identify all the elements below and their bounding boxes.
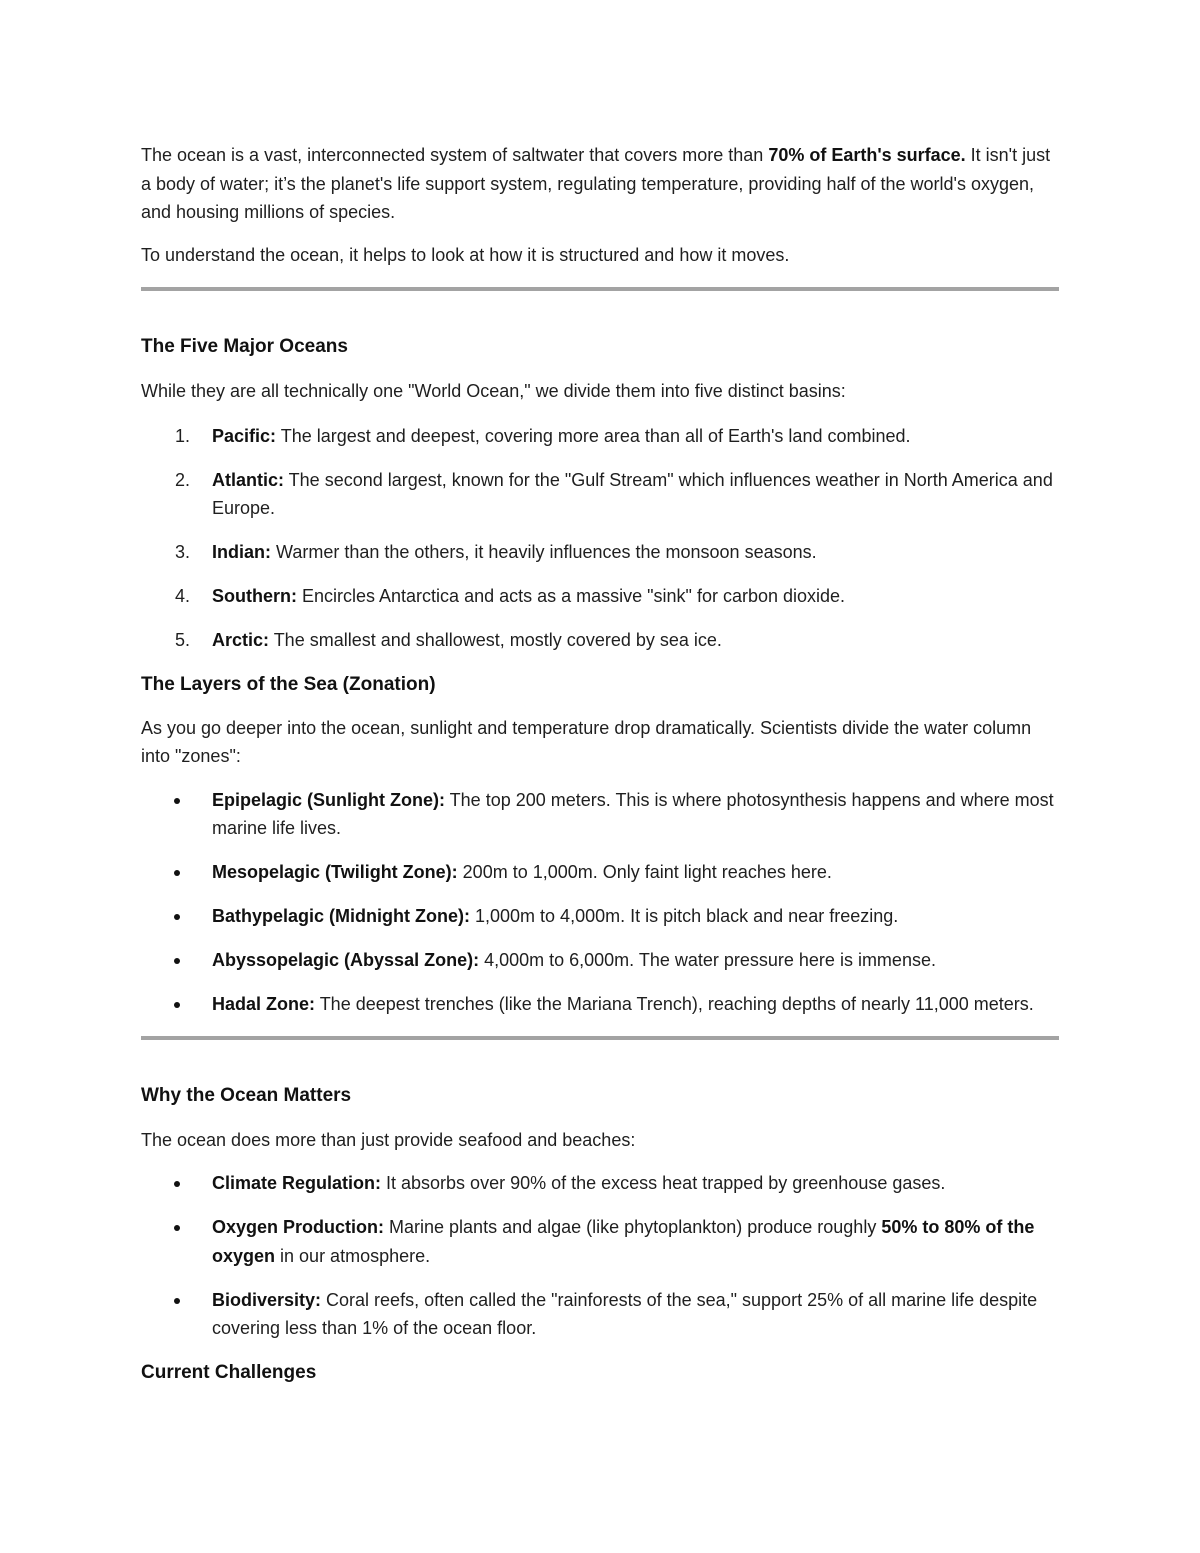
item-term: Atlantic: bbox=[212, 469, 284, 490]
layers-list bbox=[141, 786, 1059, 1019]
item-term: Hadal Zone: bbox=[212, 994, 316, 1014]
list-item bbox=[141, 858, 1059, 887]
oceans-list bbox=[141, 422, 1059, 655]
list-item bbox=[141, 1169, 1059, 1198]
intro-bold-stat: 70% of Earth's surface. bbox=[768, 145, 966, 165]
bullet-icon bbox=[174, 798, 180, 804]
intro-paragraph bbox=[141, 141, 1059, 227]
item-text: Coral reefs, often called the "rainforests of the sea," support 25% of all marine life despite covering less than 1% of the ocean floor. bbox=[212, 1289, 1038, 1338]
item-text: 1,000m to 4,000m. It is pitch black and near freezing. bbox=[470, 906, 899, 926]
list-item bbox=[141, 538, 1059, 567]
item-text: Warmer than the others, it heavily influences the monsoon seasons. bbox=[271, 542, 817, 562]
item-text: Encircles Antarctica and acts as a massive "sink" for carbon dioxide. bbox=[297, 586, 846, 606]
item-text: The smallest and shallowest, mostly covered by sea ice. bbox=[269, 630, 722, 650]
item-term: Arctic: bbox=[212, 630, 270, 650]
list-item bbox=[141, 466, 1059, 523]
bullet-icon bbox=[174, 1002, 180, 1008]
list-item bbox=[141, 422, 1059, 451]
section-heading-oceans: The Five Major Oceans bbox=[141, 336, 348, 357]
bullet-icon bbox=[174, 958, 180, 964]
item-term: Mesopelagic (Twilight Zone): bbox=[212, 862, 458, 882]
item-text: 200m to 1,000m. Only faint light reaches here. bbox=[457, 862, 832, 882]
item-text: Marine plants and algae (like phytoplankton) produce roughly bbox=[384, 1217, 882, 1237]
matters-lead: The ocean does more than just provide seafood and beaches: bbox=[141, 1129, 636, 1150]
section-heading-layers: The Layers of the Sea (Zonation) bbox=[141, 673, 436, 695]
horizontal-rule bbox=[141, 1036, 1059, 1040]
horizontal-rule bbox=[141, 287, 1059, 291]
list-number: 4. bbox=[175, 586, 191, 606]
item-term: Southern: bbox=[212, 586, 297, 606]
item-term: Oxygen Production: bbox=[212, 1217, 385, 1237]
item-bold-stat: 50% to 80% of the oxygen bbox=[212, 1217, 1035, 1266]
item-text-end: in our atmosphere. bbox=[275, 1245, 431, 1266]
bullet-icon bbox=[174, 1225, 180, 1231]
item-text: The second largest, known for the "Gulf Stream" which influences weather in North America and Europe. bbox=[212, 469, 1053, 518]
item-text: The top 200 meters. This is where photosynthesis happens and where most marine life lives. bbox=[212, 789, 1054, 838]
item-text: It absorbs over 90% of the excess heat trapped by greenhouse gases. bbox=[381, 1173, 946, 1193]
intro-text-end: It isn't just a body of water; it’s the planet's life support system, regulating temperature, providing half of the world's oxygen, and housing millions of species. bbox=[141, 145, 1051, 222]
item-term: Climate Regulation: bbox=[212, 1173, 382, 1193]
list-item bbox=[141, 990, 1059, 1019]
bullet-icon bbox=[174, 1298, 180, 1304]
item-text: 4,000m to 6,000m. The water pressure here is immense. bbox=[479, 950, 936, 970]
intro-text-start: The ocean is a vast, interconnected system of saltwater that covers more than bbox=[141, 145, 769, 165]
list-number: 5. bbox=[175, 630, 191, 650]
list-item bbox=[141, 582, 1059, 611]
list-number: 2. bbox=[175, 469, 191, 490]
bullet-icon bbox=[174, 914, 180, 920]
bullet-icon bbox=[174, 1181, 180, 1187]
layers-lead: As you go deeper into the ocean, sunlight and temperature drop dramatically. Scientists divide the water column into "zones": bbox=[141, 717, 1032, 766]
intro-paragraph-2: To understand the ocean, it helps to look at how it is structured and how it moves. bbox=[141, 244, 790, 265]
item-text: The largest and deepest, covering more area than all of Earth's land combined. bbox=[276, 425, 911, 446]
item-term: Abyssopelagic (Abyssal Zone): bbox=[212, 950, 480, 970]
list-item bbox=[141, 902, 1059, 931]
list-item bbox=[141, 626, 1059, 655]
item-text: The deepest trenches (like the Mariana Trench), reaching depths of nearly 11,000 meters. bbox=[315, 994, 1034, 1014]
item-term: Indian: bbox=[212, 542, 271, 562]
list-item bbox=[141, 1213, 1059, 1270]
list-item bbox=[141, 1286, 1059, 1343]
item-term: Biodiversity: bbox=[212, 1289, 322, 1310]
list-item bbox=[141, 946, 1059, 975]
section-heading-challenges: Current Challenges bbox=[141, 1361, 317, 1383]
item-term: Pacific: bbox=[212, 425, 277, 446]
matters-list bbox=[141, 1169, 1059, 1343]
item-term: Bathypelagic (Midnight Zone): bbox=[212, 906, 470, 926]
bullet-icon bbox=[174, 870, 180, 876]
list-item bbox=[141, 786, 1059, 843]
item-term: Epipelagic (Sunlight Zone): bbox=[212, 789, 445, 810]
document-body bbox=[141, 141, 1059, 1387]
section-heading-matters: Why the Ocean Matters bbox=[141, 1084, 352, 1106]
oceans-lead: While they are all technically one "World Ocean," we divide them into five distinct basins: bbox=[141, 381, 846, 401]
list-number: 3. bbox=[175, 542, 191, 562]
list-number: 1. bbox=[175, 425, 191, 446]
